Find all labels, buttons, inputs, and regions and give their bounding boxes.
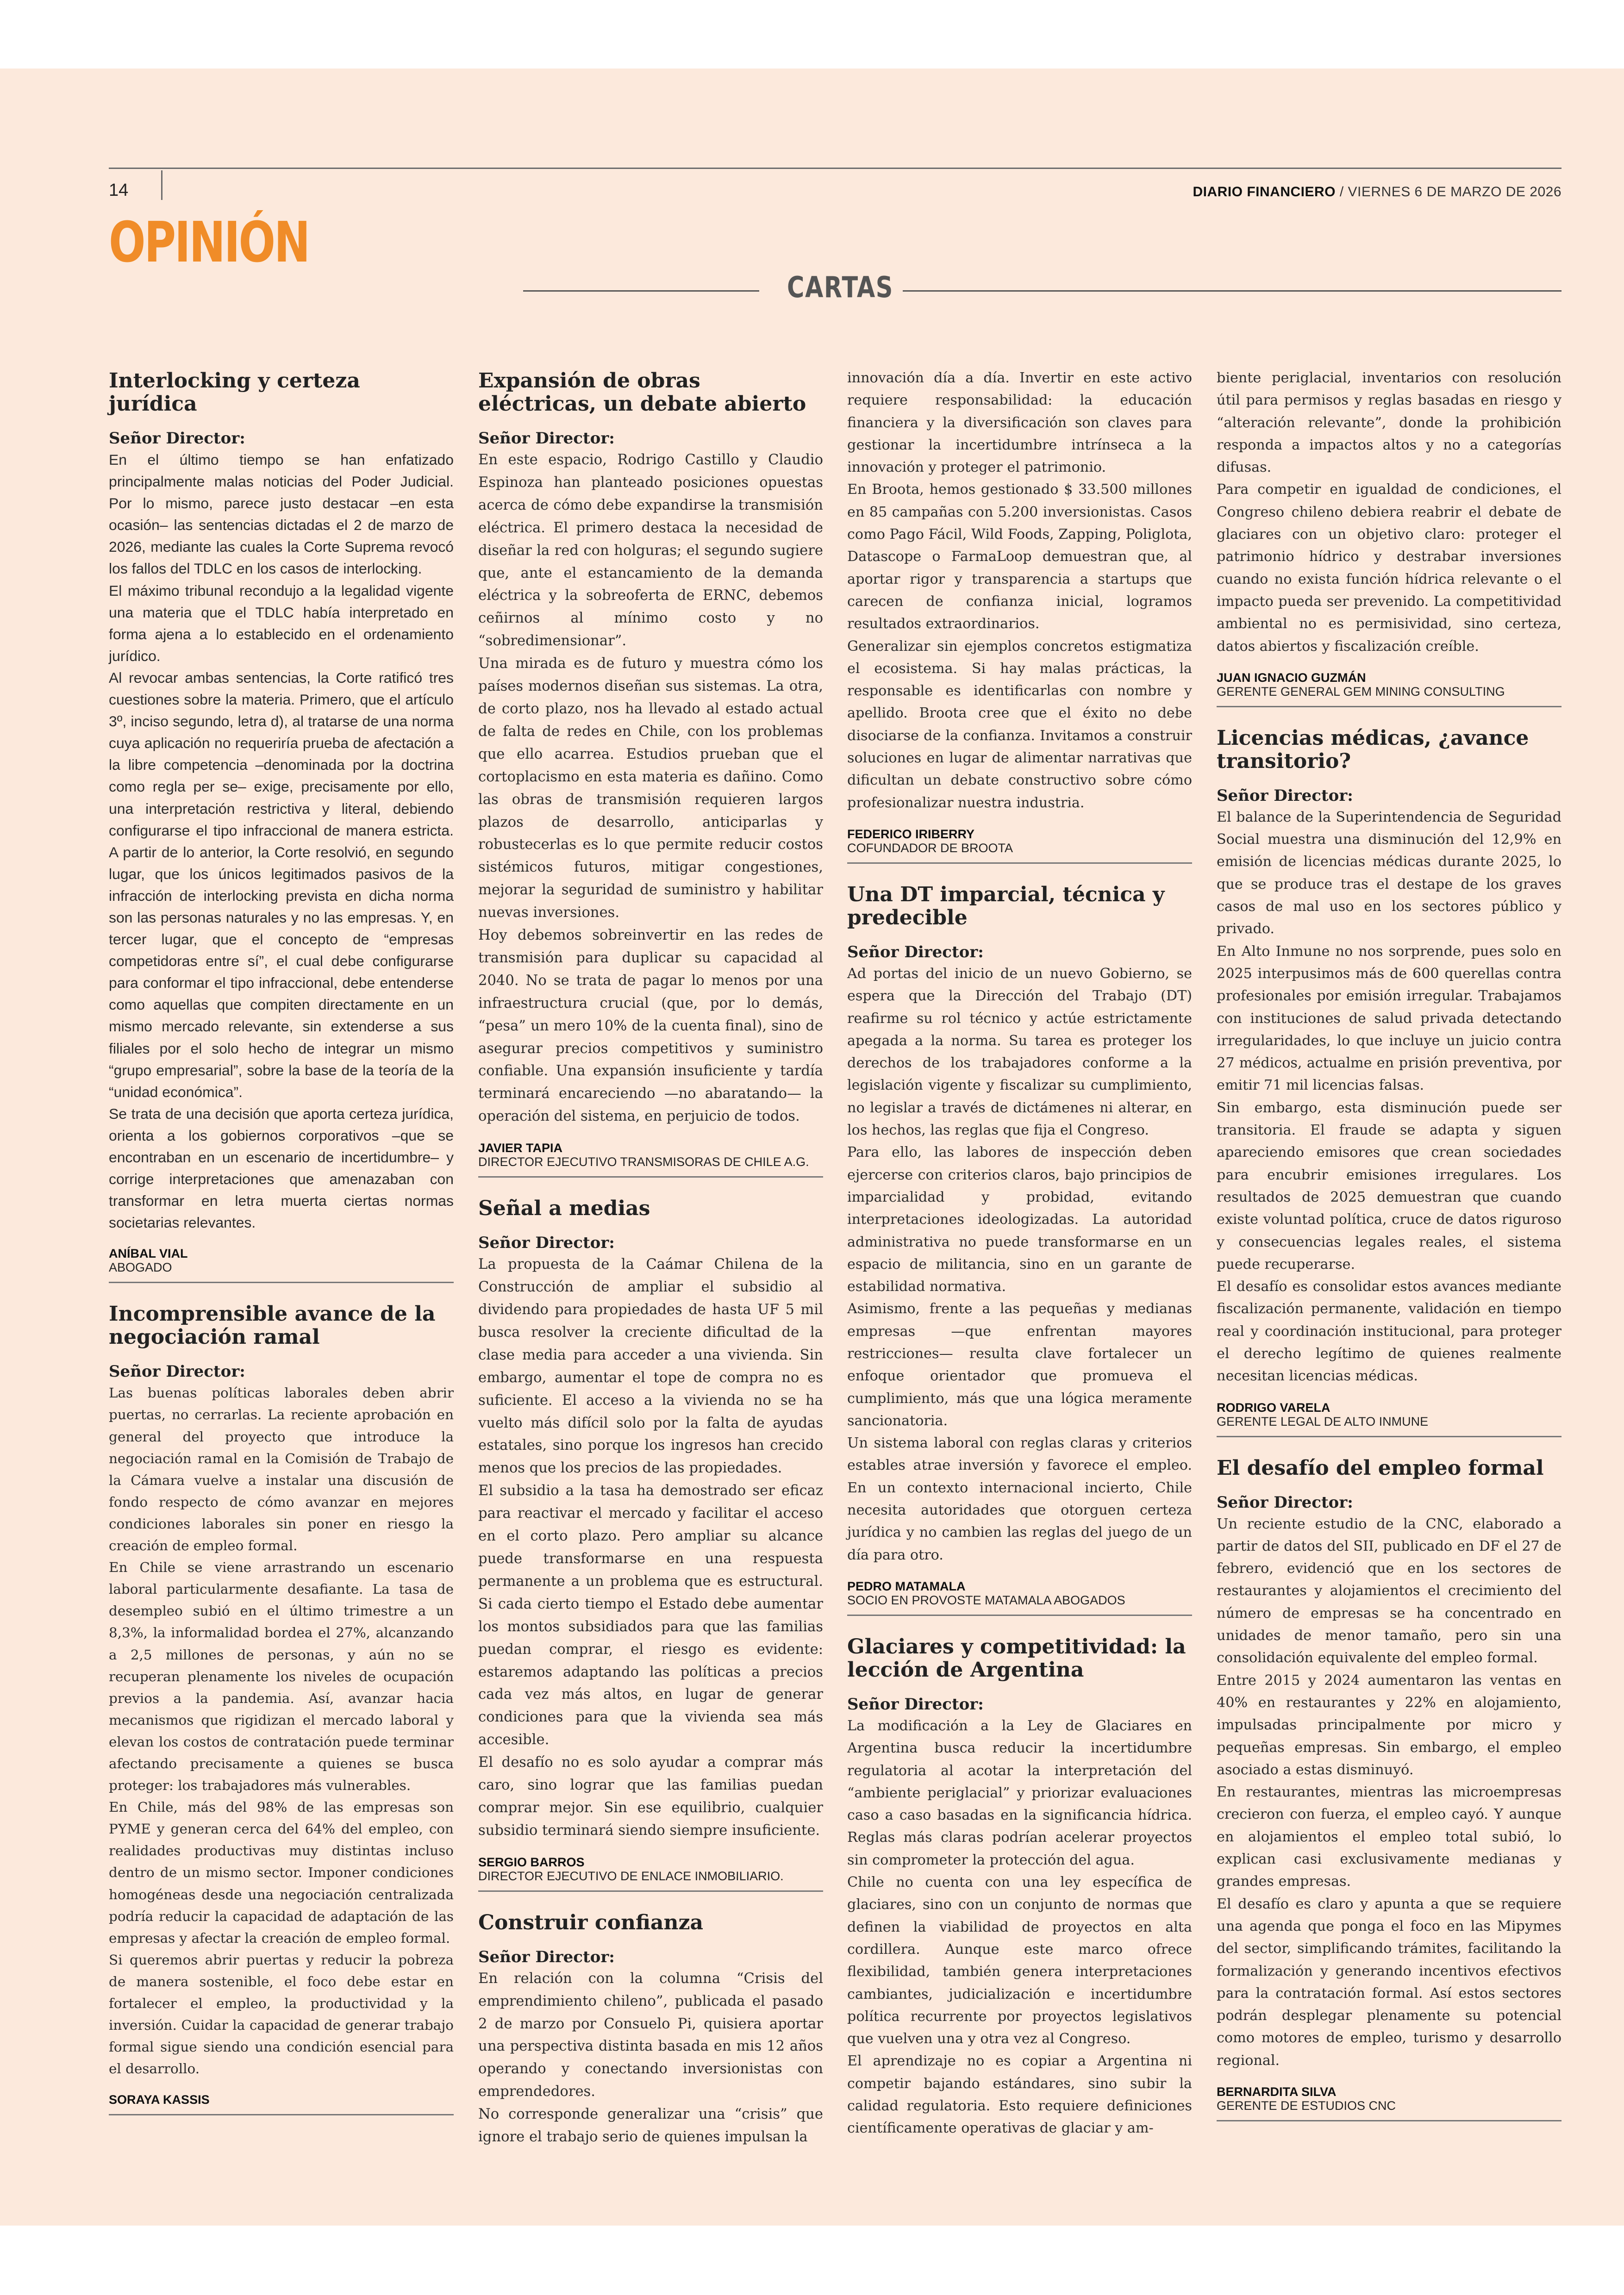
letter-title: Incomprensible avance de la negociación ramal	[109, 1302, 436, 1349]
column-1	[109, 369, 454, 2135]
letter-author: ANÍBAL VIAL	[109, 1247, 188, 1261]
subsection-title: CARTAS	[787, 270, 894, 304]
letter-body: Las buenas políticas laborales deben abrir puertas, no cerrarlas. La reciente aprobación en general del proyecto que introduce la negociación ramal en la Comisión de Trabajo de la Cámara vuelve a instalar una discusión de fondo respecto de cómo avanzar en mejores condiciones laborales sin poner en riesgo la creación de empleo formal. En Chile se viene arrastrando un escenario laboral particularmente desafiante. La tasa de desempleo subió en el último trimestre a un 8,3%, la informalidad bordea el 27%, alcanzando a 2,5 millones de personas, y aún no se recuperan plenamente los niveles de ocupación previos a la pandemia. Así, avanzar hacia mecanismos que rigidizan el mercado laboral y elevan los costos de contratación puede terminar afectando precisamente a quienes se busca proteger: los trabajadores más vulnerables. En Chile, más del 98% de las empresas son PYME y generan cerca del 64% del empleo, con realidades productivas muy distintas incluso dentro de un mismo sector. Imponer condiciones homogéneas desde una negociación centralizada podría reducir la capacidad de adaptación de las empresas y afectar la creación de empleo formal. Si queremos abrir puertas y reducir la pobreza de manera sostenible, el foco debe estar en fortalecer el empleo, la productividad y la inversión. Cuidar la capacidad de generar trabajo formal sigue siendo una condición esencial para el desarrollo.	[109, 1385, 454, 2077]
letter-title: Expansión de obras eléctricas, un debate abierto	[478, 369, 806, 416]
letter-salutation: Señor Director:	[1217, 786, 1353, 805]
letter-author: JAVIER TAPIA	[478, 1141, 563, 1155]
column-2	[478, 369, 823, 2168]
letter-author-role: DIRECTOR EJECUTIVO DE ENLACE INMOBILIARIO.	[478, 1869, 823, 1892]
letter-body: El balance de la Superintendencia de Seguridad Social muestra una disminución del 12,9% en emisión de licencias médicas durante 2025, lo que se produce tras el destape de los graves casos de mal uso en los sectores público y privado. En Alto Inmune no nos sorprende, pues solo en 2025 interpusimos más de 600 querellas contra profesionales por emisión irregular. Trabajamos con instituciones de salud privada detectando irregularidades, lo que incluye un juicio contra 27 médicos, actualme en prisión preventiva, por emitir 71 mil licencias falsas. Sin embargo, esta disminución puede ser transitoria. El fraude se adapta y siguen apareciendo emisores que crean sociedades para encubrir emisiones irregulares. Los resultados de 2025 demuestran que cuando existe voluntad política, cruce de datos riguroso y consecuencias legales reales, el sistema puede recuperarse. El desafío es consolidar estos avances mediante fiscalización permanente, validación en tiempo real y coordinación institucional, para proteger el derecho legítimo de quienes realmente necesitan licencias médicas.	[1217, 809, 1562, 1384]
letter-title: El desafío del empleo formal	[1217, 1456, 1544, 1480]
letter-senal-a-medias	[478, 1197, 823, 1892]
letter-title: Una DT imparcial, técnica y predecible	[847, 882, 1165, 929]
letter-title: Licencias médicas, ¿avance transitorio?	[1217, 726, 1529, 773]
publication-name: DIARIO FINANCIERO	[1193, 184, 1336, 200]
header-rule	[109, 168, 1562, 169]
letter-author: PEDRO MATAMALA	[847, 1579, 966, 1593]
letter-body: En el último tiempo se han enfatizado principalmente malas noticias del Poder Judicial. Por lo mismo, parece justo destacar –en esta ocasión– las sentencias dictadas el 2 de marzo de 2026, mediante las cuales la Corte Suprema revocó los fallos del TDLC en los casos de interlocking. El máximo tribunal recondujo a la legalidad vigente una materia que el TDLC había interpretado en forma ajena a lo establecido en el ordenamiento jurídico. Al revocar ambas sentencias, la Corte ratificó tres cuestiones sobre la materia. Primero, que el artículo 3º, inciso segundo, letra d), al tratarse de una norma cuya aplicación no requeriría prueba de afectación a la libre competencia –denominada por la doctrina como regla per se– exige, precisamente por ello, una interpretación restrictiva y literal, debiendo configurarse el tipo infraccional de manera estricta. A partir de lo anterior, la Corte resolvió, en segundo lugar, que los únicos legitimados pasivos de la infracción de interlocking prevista en dicha norma son las personas naturales y no las empresas. Y, en tercer lugar, que el concepto de “empresas competidoras entre sí”, el cual debe configurarse para conformar el tipo infraccional, debe entenderse como aquellas que compiten directamente en un mismo mercado relevante, sin extenderse a sus filiales por el solo hecho de integrar un mismo “grupo empresarial”, sobre la base de la teoría de la “unidad económica”. Se trata de una decisión que aporta certeza jurídica, orienta a los gobiernos corporativos –que se encontraban en un escenario de incertidumbre– y corrige interpretaciones que amenazaban con transformar en letra muerta ciertas normas societarias relevantes.	[109, 451, 454, 1231]
letter-author-role: DIRECTOR EJECUTIVO TRANSMISORAS DE CHILE A.G.	[478, 1155, 823, 1178]
letter-author-role	[109, 2107, 454, 2115]
letter-dt-imparcial	[847, 883, 1192, 1616]
subsection-rule-right	[903, 290, 1562, 292]
subsection-rule-left	[523, 290, 759, 292]
letter-author: BERNARDITA SILVA	[1217, 2085, 1337, 2099]
letter-salutation: Señor Director:	[478, 1947, 615, 1966]
letter-salutation: Señor Director:	[847, 942, 984, 961]
letter-salutation: Señor Director:	[109, 1362, 245, 1381]
letter-body: En relación con la columna “Crisis del emprendimiento chileno”, publicada el pasado 2 de marzo por Consuelo Pi, quisiera aportar una perspectiva distinta basada en mis 12 años operando y conectando inversionistas con emprendedores. No corresponde generalizar una “crisis” que ignore el trabajo serio de quienes impulsan la	[478, 1970, 823, 2145]
page-number-divider	[161, 170, 162, 200]
letter-author: SERGIO BARROS	[478, 1855, 585, 1869]
letter-salutation: Señor Director:	[1217, 1493, 1353, 1512]
letter-interlocking	[109, 369, 454, 1283]
letter-body: La modificación a la Ley de Glaciares en Argentina busca reducir la incertidumbre regulatoria al acotar la interpretación del “ambiente periglacial” y priorizar evaluaciones caso a caso basadas en la significancia hídrica. Reglas más claras podrían acelerar proyectos sin comprometer la protección del agua. Chile no cuenta con una ley específica de glaciares, sino con un conjunto de normas que definen la viabilidad de proyectos en alta cordillera. Aunque este marco ofrece flexibilidad, también genera interpretaciones cambiantes, judicialización e incertidumbre política recurrente por proyectos legislativos que vuelven una y otra vez al Congreso. El aprendizaje no es copiar a Argentina ni competir bajando estándares, sino subir la calidad regulatoria. Esto requiere definiciones científicamente operativas de glaciar y am-	[847, 1717, 1192, 2137]
letter-body: En este espacio, Rodrigo Castillo y Claudio Espinoza han planteado posiciones opuestas acerca de cómo debe expandirse la transmisión eléctrica. El primero destaca la necesidad de diseñar la red con holguras; el segundo sugiere que, ante el estancamiento de la demanda eléctrica y la sobreoferta de ERNC, debemos ceñirnos al mínimo costo y no “sobredimensionar”. Una mirada es de futuro y muestra cómo los países modernos diseñan sus sistemas. La otra, de corto plazo, nos ha llevado al estado actual de falta de redes en Chile, con los problemas que ello acarrea. Estudios prueban que el cortoplacismo en esta materia es dañino. Como las obras de transmisión requieren largos plazos de desarrollo, anticiparlas y robustecerlas es lo que permite reducir costos sistémicos futuros, mitigar congestiones, mejorar la seguridad de suministro y habilitar nuevas inversiones. Hoy debemos sobreinvertir en las redes de transmisión para duplicar su capacidad al 2040. No se trata de pagar lo menos por una infraestructura crucial (que, por lo demás, “pesa” un mero 10% de la cuenta final), sino de asegurar precios competitivos y suministro confiable. Una expansión insuficiente y tardía terminará encareciendo —no abaratando— la operación del sistema, en perjuicio de todos.	[478, 452, 823, 1125]
section-title: OPINIÓN	[109, 211, 309, 275]
letter-author: SORAYA KASSIS	[109, 2093, 210, 2107]
masthead	[1193, 184, 1562, 200]
letter-author-role: GERENTE GENERAL GEM MINING CONSULTING	[1217, 685, 1562, 707]
letter-title: Señal a medias	[478, 1197, 650, 1221]
letter-author-role: COFUNDADOR DE BROOTA	[847, 841, 1192, 864]
letter-author-role: SOCIO EN PROVOSTE MATAMALA ABOGADOS	[847, 1593, 1192, 1616]
letter-construir-confianza	[478, 1911, 823, 2149]
letter-glaciares	[847, 1635, 1192, 2140]
publication-date: / VIERNES 6 DE MARZO DE 2026	[1336, 184, 1562, 200]
letter-salutation: Señor Director:	[478, 429, 615, 448]
letter-body: Ad portas del inicio de un nuevo Gobierno, se espera que la Dirección del Trabajo (DT) reafirme su rol técnico y actúe estrictamente apegada a la norma. Su tarea es proteger los derechos de los trabajadores conforme a la legislación vigente y fiscalizar su cumplimiento, no legislar a través de dictámenes ni alterar, en los hechos, las reglas que fija el Congreso. Para ello, las labores de inspección deben ejercerse con criterios claros, bajo principios de imparcialidad y probidad, evitando interpretaciones ideologizadas. La autoridad administrativa no puede transformarse en un espacio de militancia, sino en un garante de estabilidad normativa. Asimismo, frente a las pequeñas y medianas empresas —que enfrentan mayores restricciones— resulta clave fortalecer un enfoque orientador que promueva el cumplimiento, más que una lógica meramente sancionatoria. Un sistema laboral con reglas claras y criterios estables atrae inversión y favorece el empleo. En un contexto internacional incierto, Chile necesita autoridades que otorguen certeza jurídica y no cambien las reglas del juego de un día para otro.	[847, 965, 1192, 1563]
letter-licencias-medicas	[1217, 727, 1562, 1437]
letter-author-role: GERENTE DE ESTUDIOS CNC	[1217, 2099, 1562, 2121]
letter-body: innovación día a día. Invertir en este activo requiere responsabilidad: la educación financiera y la diversificación son claves para gestionar la incertidumbre intrínseca a la innovación y proteger el patrimonio. En Broota, hemos gestionado $ 33.500 millones en 85 campañas con 5.200 inversionistas. Casos como Pago Fácil, Wild Foods, Zapping, Poliglota, Datascope o FarmaLoop demuestran que, al aportar rigor y transparencia a startups que carecen de confianza inicial, logramos resultados extraordinarios. Generalizar sin ejemplos concretos estigmatiza el ecosistema. Si hay malas prácticas, la responsable es identificarlas con nombre y apellido. Broota cree que el éxito no debe disociarse de la confianza. Invitamos a construir soluciones en lugar de alimentar narrativas que dificultan un debate constructivo sobre cómo profesionalizar nuestra industria.	[847, 370, 1192, 811]
letter-salutation: Señor Director:	[847, 1695, 984, 1714]
column-4	[1217, 369, 1562, 2141]
letter-author-role: GERENTE LEGAL DE ALTO INMUNE	[1217, 1415, 1562, 1437]
letter-title: Glaciares y competitividad: la lección de Argentina	[847, 1634, 1186, 1682]
letter-body: biente periglacial, inventarios con resolución útil para permisos y reglas basadas en riesgo y “alteración relevante”, donde la prohibición responda a impactos altos y no a categorías difusas. Para competir en igualdad de condiciones, el Congreso chileno debiera reabrir el debate de glaciares con un objetivo claro: proteger el patrimonio hídrico y destrabar inversiones cuando no exista función hídrica relevante o el impacto pueda ser prevenido. La competitividad ambiental no es permisividad, sino certeza, datos abiertos y fiscalización creíble.	[1217, 370, 1562, 655]
letter-author: RODRIGO VARELA	[1217, 1400, 1330, 1415]
letter-author: FEDERICO IRIBERRY	[847, 827, 975, 841]
letter-construir-confianza-continued	[847, 367, 1192, 864]
letter-title: Interlocking y certeza jurídica	[109, 369, 360, 416]
letter-body: La propuesta de la Caámar Chilena de la Construcción de ampliar el subsidio al dividendo para propiedades de hasta UF 5 mil busca resolver la creciente dificultad de la clase media para acceder a una vivienda. Sin embargo, aumentar el tope de compra no es suficiente. El acceso a la vivienda no se ha vuelto más difícil solo por la falta de ayudas estatales, sino porque los ingresos han crecido menos que los precios de las propiedades. El subsidio a la tasa ha demostrado ser eficaz para reactivar el mercado y facilitar el acceso en el corto plazo. Pero ampliar su alcance puede transformarse en una respuesta permanente a un problema que es estructural. Si cada cierto tiempo el Estado debe aumentar los montos subsidiados para que las familias puedan comprar, el riesgo es evidente: estaremos adaptando las políticas a precios cada vez más altos, en lugar de generar condiciones para que la vivienda sea más accesible. El desafío no es solo ayudar a comprar más caro, sino lograr que las familias puedan comprar mejor. Sin ese equilibrio, cualquier subsidio terminará siendo siempre insuficiente.	[478, 1256, 823, 1839]
letter-negociacion-ramal	[109, 1303, 454, 2115]
letter-author: JUAN IGNACIO GUZMÁN	[1217, 670, 1366, 685]
letter-empleo-formal	[1217, 1457, 1562, 2121]
letter-author-role: ABOGADO	[109, 1260, 454, 1283]
letter-title: Construir confianza	[478, 1910, 703, 1934]
letter-salutation: Señor Director:	[109, 429, 245, 448]
column-3	[847, 369, 1192, 2159]
letter-obras-electricas	[478, 369, 823, 1178]
page-number: 14	[109, 181, 129, 200]
letter-body: Un reciente estudio de la CNC, elaborado a partir de datos del SII, publicado en DF el 27 de febrero, evidenció que en los sectores de restaurantes y alojamientos el crecimiento del número de empresas se ha concentrado en unidades de menor tamaño, pero sin una consolidación equivalente del empleo formal. Entre 2015 y 2024 aumentaron las ventas en 40% en restaurantes y 22% en alojamiento, impulsadas principalmente por micro y pequeñas empresas. Sin embargo, el empleo asociado a estas disminuyó. En restaurantes, mientras las microempresas crecieron con fuerza, el empleo cayó. Y aunque en alojamientos el empleo total subió, lo explican casi exclusivamente medianas y grandes empresas. El desafío es claro y apunta a que se requiere una agenda que ponga el foco en las Mipymes del sector, simplificando trámites, facilitando la formalización y generando incentivos efectivos para la contratación formal. Así estos sectores podrán desplegar plenamente su potencial como motores de empleo, turismo y desarrollo regional.	[1217, 1515, 1562, 2069]
letter-salutation: Señor Director:	[478, 1234, 615, 1253]
letter-glaciares-continued	[1217, 367, 1562, 707]
